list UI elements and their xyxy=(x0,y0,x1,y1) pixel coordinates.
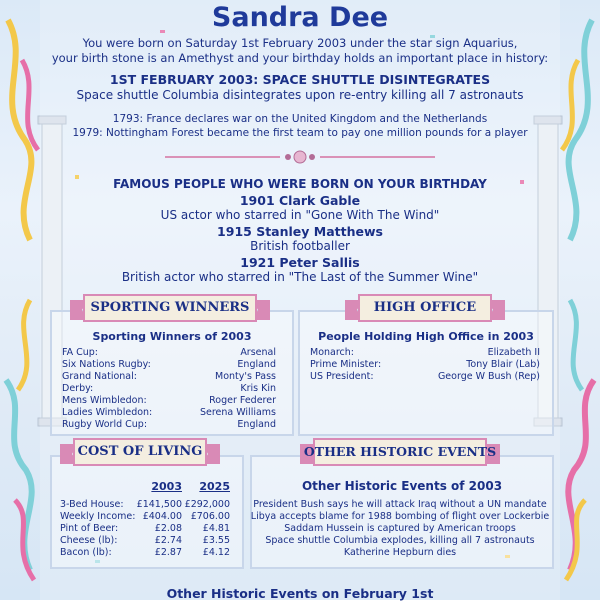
table-row: Rugby World Cup: England xyxy=(62,419,276,430)
famous-person-name: 1915 Stanley Matthews xyxy=(217,224,383,239)
cost-year-1: 2003 xyxy=(151,480,182,493)
famous-person-name: 1921 Peter Sallis xyxy=(240,255,360,270)
person-name: Sandra Dee xyxy=(211,2,389,33)
sporting-winners-banner-text: SPORTING WINNERS xyxy=(90,300,250,315)
table-row: Six Nations Rugby: England xyxy=(62,359,276,370)
table-row: Monarch: Elizabeth II xyxy=(310,347,540,358)
table-row: Ladies Wimbledon: Serena Williams xyxy=(62,407,276,418)
history-item: 1979: Nottingham Forest became the first team to pay one million pounds for a player xyxy=(72,127,528,139)
table-row: FA Cup: Arsenal xyxy=(62,347,276,358)
table-row: Grand National: Monty's Pass xyxy=(62,371,276,382)
history-item: 1793: France declares war on the United Kingdom and the Netherlands xyxy=(112,113,488,125)
sporting-winners-title: Sporting Winners of 2003 xyxy=(92,330,252,343)
table-row: Prime Minister: Tony Blair (Lab) xyxy=(310,359,540,370)
table-row: US President: George W Bush (Rep) xyxy=(310,371,540,382)
intro-line-2: your birth stone is an Amethyst and your birthday holds an important place in history: xyxy=(51,51,549,65)
other-events-title: Other Historic Events of 2003 xyxy=(301,479,503,493)
famous-person-desc: British footballer xyxy=(250,239,350,253)
table-row: Pint of Beer: £2.08 £4.81 xyxy=(60,523,230,534)
other-events-banner-text: OTHER HISTORIC EVENTS xyxy=(303,444,497,459)
table-row: Cheese (lb): £2.74 £3.55 xyxy=(60,535,230,546)
february-events-title: Other Historic Events on February 1st xyxy=(166,586,434,601)
headline-title: 1ST FEBRUARY 2003: SPACE SHUTTLE DISINTEGRATES xyxy=(109,72,491,87)
cost-of-living-banner-text: COST OF LIVING xyxy=(77,444,203,459)
intro-line-1: You were born on Saturday 1st February 2003 under the star sign Aquarius, xyxy=(82,36,518,50)
high-office-title: People Holding High Office in 2003 xyxy=(318,330,534,343)
table-row: Weekly Income: £404.00 £706.00 xyxy=(60,511,230,522)
table-row: 3-Bed House: £141,500 £292,000 xyxy=(60,499,230,510)
famous-person-desc: British actor who starred in "The Last of the Summer Wine" xyxy=(121,270,479,284)
headline-description: Space shuttle Columbia disintegrates upon re-entry killing all 7 astronauts xyxy=(76,88,524,102)
event-item: Libya accepts blame for 1988 bombing of flight over Lockerbie xyxy=(250,511,550,522)
event-item: Saddam Hussein is captured by American troops xyxy=(284,523,516,534)
event-item: Katherine Hepburn dies xyxy=(343,547,457,558)
intro-text xyxy=(0,36,600,66)
table-row: Derby: Kris Kin xyxy=(62,383,276,394)
history-list xyxy=(0,112,600,140)
table-row: Bacon (lb): £2.87 £4.12 xyxy=(60,547,230,558)
famous-person-desc: US actor who starred in "Gone With The Wind" xyxy=(160,208,440,222)
cost-year-2: 2025 xyxy=(199,480,230,493)
event-item: President Bush says he will attack Iraq without a UN mandate xyxy=(253,499,547,510)
high-office-banner-text: HIGH OFFICE xyxy=(373,300,477,315)
event-item: Space shuttle Columbia explodes, killing all 7 astronauts xyxy=(265,535,535,546)
famous-people-heading: FAMOUS PEOPLE WHO WERE BORN ON YOUR BIRTHDAY xyxy=(113,177,487,191)
famous-person-name: 1901 Clark Gable xyxy=(239,193,361,208)
table-row: Mens Wimbledon: Roger Federer xyxy=(62,395,276,406)
